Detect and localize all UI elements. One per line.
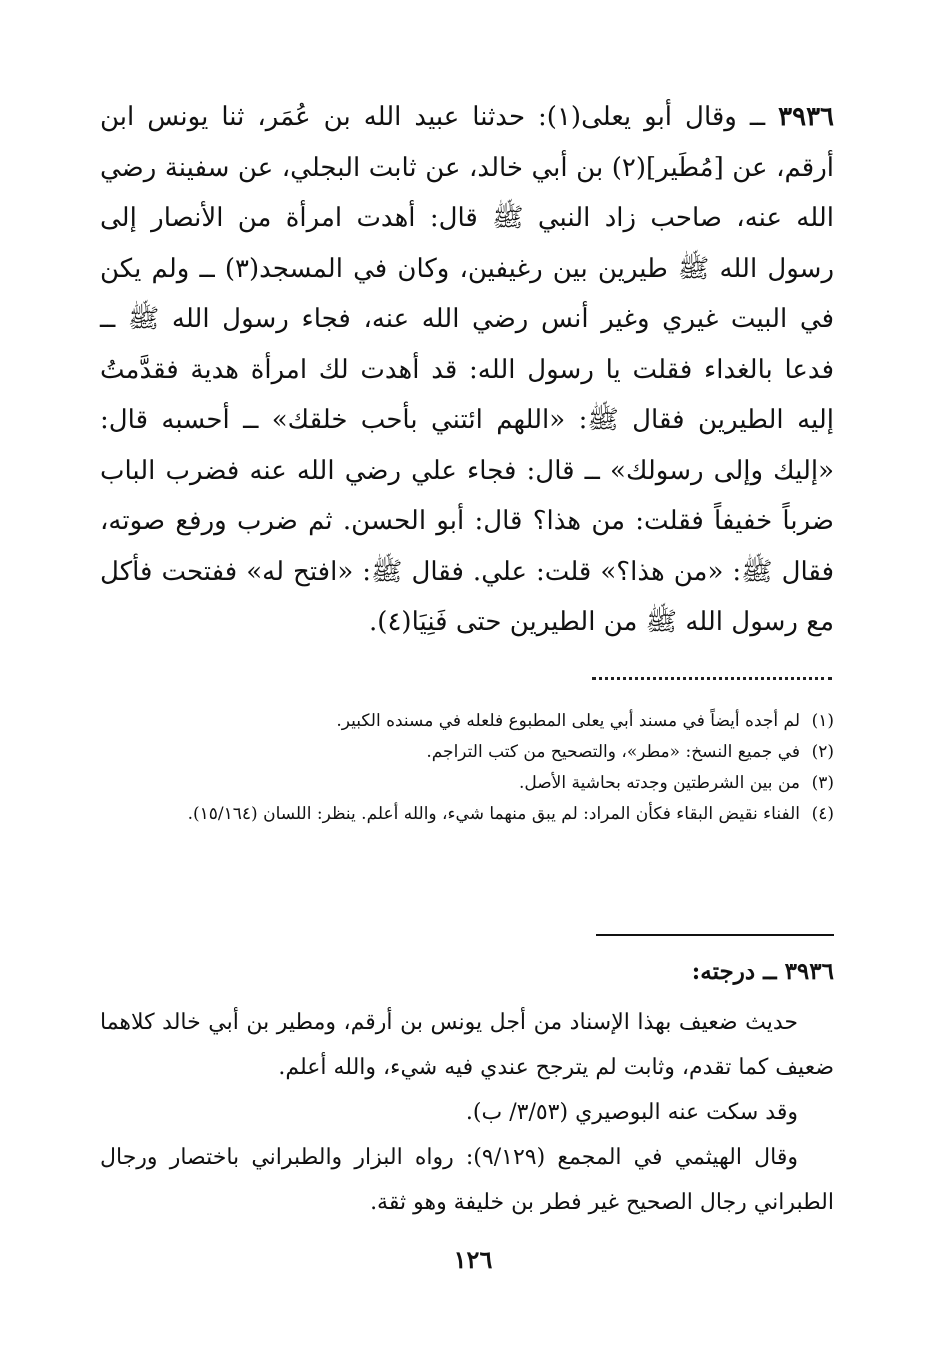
grade-paragraph: وقال الهيثمي في المجمع (٩/١٢٩): رواه البزار والطبراني باختصار ورجال الطبراني رجال الصحيح غير فطر بن خليفة وهو ثقة.	[100, 1145, 834, 1215]
footnote-mark: (٢)	[811, 742, 834, 762]
footnotes	[100, 706, 834, 830]
grade-heading: ٣٩٣٦ ــ درجته:	[691, 958, 834, 985]
footnote-text: في جميع النسخ: «مطر»، والتصحيح من كتب التراجم.	[426, 742, 800, 762]
footnote-separator	[592, 677, 832, 684]
footnote	[100, 706, 834, 737]
footnote-mark: (١)	[811, 711, 834, 731]
grade-paragraph: وقد سكت عنه البوصيري (٣/٥٣/ ب).	[465, 1100, 798, 1125]
footnote-text: الفناء نقيض البقاء فكأن المراد: لم يبق منهما شيء، والله أعلم. ينظر: اللسان (١٥/١٦٤).	[187, 804, 800, 824]
footnote-mark: (٤)	[811, 804, 834, 824]
section-divider	[596, 934, 834, 936]
hadith-number: ٣٩٣٦	[778, 102, 834, 132]
footnote-mark: (٣)	[811, 773, 834, 793]
footnote-text: لم أجده أيضاً في مسند أبي يعلى المطبوع فلعله في مسنده الكبير.	[336, 711, 800, 731]
footnote	[100, 799, 834, 830]
footnote-text: من بين الشرطتين وجدته بحاشية الأصل.	[518, 773, 800, 793]
footnote	[100, 737, 834, 768]
grade-paragraph: حديث ضعيف بهذا الإسناد من أجل يونس بن أرقم، ومطير بن أبي خالد كلاهما ضعيف كما تقدم، وثابت لم يترجح عندي فيه شيء، والله أعلم.	[100, 1010, 834, 1080]
hadith-paragraph	[100, 92, 834, 648]
footnote	[100, 768, 834, 799]
hadith-body: ــ وقال أبو يعلى(١): حدثنا عبيد الله بن عُمَر، ثنا يونس ابن أرقم، عن [مُطَير](٢) بن أبي خالد، عن ثابت البجلي، عن سفينة رضي الله عنه، صاحب زاد النبي ﷺ قال: أهدت امرأة من الأنصار إلى رسول الله ﷺ طيرين بين رغيفين، وكان في المسجد(٣) ــ ولم يكن في البيت غيري وغير أنس رضي الله عنه، فجاء رسول الله ﷺ ــ فدعا بالغداء فقلت يا رسول الله: قد أهدت لك امرأة هدية فقدَّمتُ إليه الطيرين فقال ﷺ: «اللهم ائتني بأحب خلقك» ــ أحسبه قال: «إليك وإلى رسولك» ــ قال: فجاء علي رضي الله عنه فضرب الباب ضرباً خفيفاً فقلت: من هذا؟ قال: أبو الحسن. ثم ضرب ورفع صوته، فقال ﷺ: «من هذا؟» قلت: علي. فقال ﷺ: «افتح له» ففتحت فأكل مع رسول الله ﷺ من الطيرين حتى فَنِيَا(٤).	[100, 102, 835, 637]
hadith-text	[100, 92, 834, 648]
grade-text	[100, 1000, 834, 1225]
page-number: ١٢٦	[453, 1245, 493, 1274]
